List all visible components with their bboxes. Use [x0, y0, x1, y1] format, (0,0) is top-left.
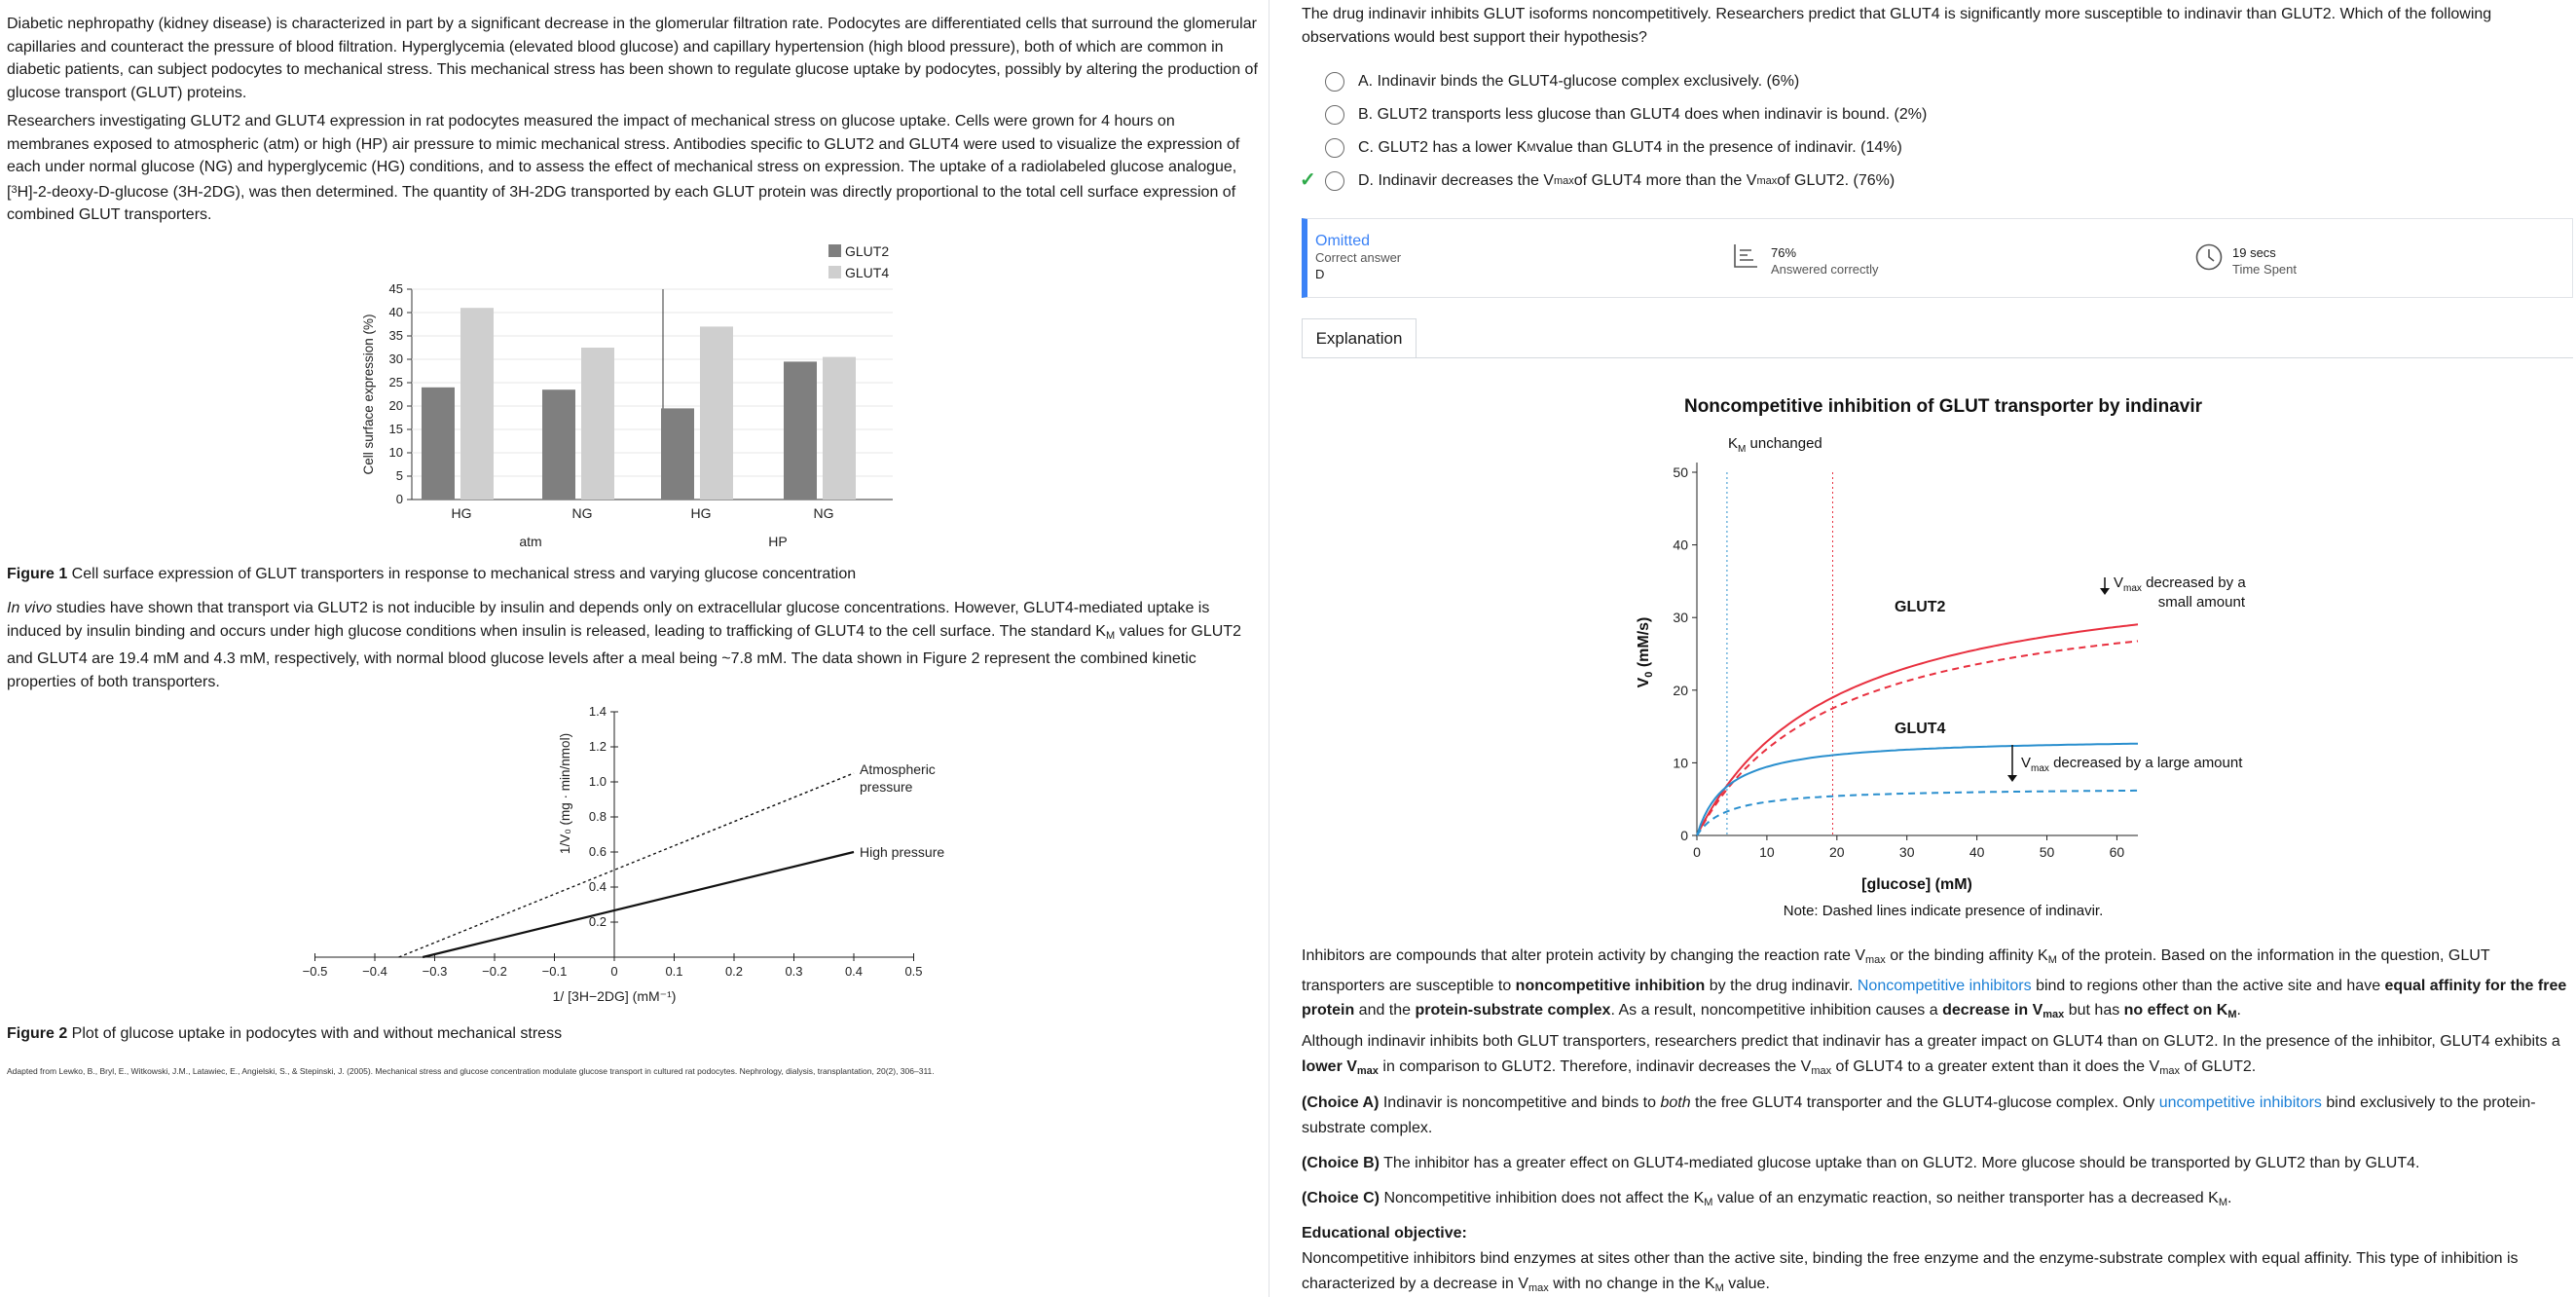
time-spent-stat: 19 secs Time Spent: [2232, 245, 2297, 277]
x-tick-label: 0.4: [844, 964, 864, 979]
chart-note: Note: Dashed lines indicate presence of indinavir.: [1783, 903, 2104, 919]
curve-glut4-indinavir: [1697, 791, 2138, 835]
bar-glut2: [542, 389, 575, 500]
figure-2-line-plot: [0, 696, 1270, 1018]
figure-1-caption: Figure 1 Cell surface expression of GLUT transporters in response to mechanical stress and varying glucose concentration: [7, 566, 857, 582]
vmax-small-label: $V_{max}$ decreased by a: [2114, 574, 2246, 594]
bar-glut4: [460, 308, 494, 500]
bar-glut2: [784, 361, 817, 500]
y-tick-label: 0.2: [588, 914, 607, 929]
glut2-label: GLUT2: [1895, 599, 1946, 615]
x-tick-label: −0.3: [422, 964, 448, 979]
x-axis-label: [glucose] (mM): [1861, 876, 1972, 893]
legend-label: GLUT4: [845, 265, 890, 280]
explanation-paragraph-2: Although indinavir inhibits both GLUT transporters, researchers predict that indinavir has a greater impact on GLUT4 than on GLUT2. In the presence of the inhibitor, GLUT4 exhibits a lower $V_{max}$ in comparison to GLUT2. Therefore, indinavir decreases the $V_{max}$ of GLUT4 to a greater extent than it does the $V_{max}$ of GLUT2.: [1302, 1033, 2560, 1077]
correct-check-icon: ✓: [1300, 169, 1316, 191]
y-tick-label: 15: [388, 422, 403, 436]
y-tick-label: 35: [388, 328, 403, 343]
legend-swatch: [828, 244, 841, 257]
passage-paragraph-3: In vivo studies have shown that transport via GLUT2 is not inducible by insulin and depends only on extracellular glucose concentrations. However, GLUT4-mediated uptake is induced by insulin binding and occurs under high glucose conditions when insulin is released, leading to trafficking of GLUT4 to the cell surface. The standard $K_M$ values for GLUT2 and GLUT4 are 19.4 mM and 4.3 mM, respectively, with normal blood glucose levels after a meal being ~7.8 mM. The data shown in Figure 2 represent the combined kinetic properties of both transporters.: [7, 600, 1241, 690]
choice-b[interactable]: B. GLUT2 transports less glucose than GLUT4 does when indinavir is bound. (2%): [1325, 102, 1927, 128]
bar-chart-icon: [1732, 242, 1759, 270]
x-tick-label: −0.4: [362, 964, 387, 979]
choice-d[interactable]: D. Indinavir decreases the V max of GLUT4 more than the V max of GLUT2. (76%): [1325, 168, 1895, 194]
x-tick-label: 10: [1759, 844, 1775, 860]
y-tick-label: 30: [1673, 610, 1688, 626]
explanation-chart: [1270, 380, 2576, 925]
noncompetitive-inhibitors-link[interactable]: Noncompetitive inhibitors: [1857, 977, 2032, 994]
y-tick-label: 10: [1673, 755, 1688, 771]
radio-a[interactable]: [1325, 72, 1344, 92]
y-tick-label: 0: [1680, 828, 1688, 843]
x-tick-label: 50: [2039, 844, 2055, 860]
series-label: Atmospheric: [860, 761, 936, 777]
y-tick-label: 1.0: [588, 774, 607, 789]
uncompetitive-inhibitors-link[interactable]: uncompetitive inhibitors: [2158, 1094, 2322, 1111]
group-label: atm: [519, 534, 542, 549]
question-stem: The drug indinavir inhibits GLUT isoforms noncompetitively. Researchers predict that GLUT4 is significantly more susceptible to indinavir than GLUT2. Which of the following observations would best support their hypothesis?: [1302, 6, 2492, 46]
x-tick-label: 0: [610, 964, 618, 979]
x-axis-label: 1/ [3H−2DG] (mM⁻¹): [552, 988, 677, 1004]
y-tick-label: 30: [388, 352, 403, 366]
choice-a[interactable]: A. Indinavir binds the GLUT4-glucose complex exclusively. (6%): [1325, 69, 1799, 94]
educational-objective-text: Noncompetitive inhibitors bind enzymes at sites other than the active site, binding the free enzyme and the enzyme-substrate complex with equal affinity. This type of inhibition is characterized by a decrease in $V_{max}$ with no change in the $K_M$ value.: [1302, 1250, 2519, 1294]
y-axis-label: 1/V₀ (mg · min/nmol): [558, 732, 572, 855]
legend-swatch: [828, 266, 841, 278]
x-tick-label: NG: [813, 505, 834, 521]
x-tick-label: 60: [2109, 844, 2125, 860]
y-axis-label: Cell surface expression (%): [361, 314, 376, 475]
series-label: pressure: [860, 779, 913, 795]
glut4-label: GLUT4: [1895, 721, 1946, 737]
y-axis-label: $V_0$ (mM/s): [1636, 616, 1655, 688]
bar-glut2: [422, 388, 455, 500]
radio-b[interactable]: [1325, 105, 1344, 125]
series-label: High pressure: [860, 844, 945, 860]
bar-glut4: [581, 348, 614, 500]
series-line: [423, 852, 854, 957]
series-line: [399, 773, 854, 957]
tab-divider: [1302, 357, 2573, 358]
x-tick-label: 0: [1693, 844, 1701, 860]
x-tick-label: NG: [571, 505, 593, 521]
explanation-paragraph-1: Inhibitors are compounds that alter protein activity by changing the reaction rate $V_{max}$ or the binding affinity $K_M$ of the protein. Based on the information in the question, GLUT transporters are susceptible to noncompetitive inhibition by the drug indinavir. Noncompetitive inhibitors bind to regions other than the active site and have equal affinity for the free protein and the protein-substrate complex. As a result, noncompetitive inhibition causes a decrease in $V_{max}$ but has no effect on $K_M$.: [1302, 947, 2567, 1020]
vmax-large-label: $V_{max}$ decreased by a large amount: [2021, 755, 2243, 774]
x-tick-label: 0.3: [785, 964, 803, 979]
x-tick-label: −0.2: [482, 964, 507, 979]
y-tick-label: 1.4: [588, 704, 607, 719]
x-tick-label: HG: [690, 505, 712, 521]
passage-panel: [0, 0, 1270, 1297]
question-panel: [1270, 0, 2576, 1297]
passage-paragraph-2: Researchers investigating GLUT2 and GLUT4 expression in rat podocytes measured the impact of mechanical stress on glucose uptake. Cells were grown for 4 hours on membranes exposed to atmospheric (atm) or high (HP) air pressure to mimic mechanical stress. Antibodies specific to GLUT2 and GLUT4 were used to visualize the expression of each under normal glucose (NG) and hyperglycemic (HG) conditions, and to assess the effect of mechanical stress on expression. The uptake of a radiolabeled glucose analogue, [$^3$H]-2-deoxy-D-glucose (3H-2DG), was then determined. The quantity of 3H-2DG transported by each GLUT protein was directly proportional to the total cell surface expression of combined GLUT transporters.: [7, 113, 1240, 223]
explanation-choice-c: (Choice C) Noncompetitive inhibition does not affect the $K_M$ value of an enzymatic reaction, so neither transporter has a decreased $K_M$.: [1302, 1190, 2232, 1208]
figure-1-bar-chart: [0, 234, 1270, 555]
passage-paragraph-1: Diabetic nephropathy (kidney disease) is characterized in part by a significant decrease in the glomerular filtration rate. Podocytes are differentiated cells that surround the glomerular capillaries and counteract the pressure of blood filtration. Hyperglycemia (elevated blood glucose) and capillary hypertension (high blood pressure), both of which are common in diabetic patients, can subject podocytes to mechanical stress. This mechanical stress has been shown to regulate glucose uptake by podocytes, possibly by altering the production of glucose transport (GLUT) proteins.: [7, 16, 1258, 101]
y-tick-label: 0: [395, 492, 403, 506]
explanation-choice-b: (Choice B) The inhibitor has a greater effect on GLUT4-mediated glucose uptake than on GLUT2. More glucose should be transported by GLUT2 than by GLUT4.: [1302, 1155, 2420, 1171]
y-tick-label: 0.8: [588, 809, 607, 824]
chart-title: Noncompetitive inhibition of GLUT transporter by indinavir: [1683, 396, 2203, 417]
y-tick-label: 50: [1673, 464, 1688, 480]
choice-c[interactable]: C. GLUT2 has a lower K M value than GLUT4 in the presence of indinavir. (14%): [1325, 135, 1902, 161]
y-tick-label: 45: [388, 281, 403, 296]
bar-glut4: [700, 326, 733, 500]
y-tick-label: 40: [1673, 537, 1688, 553]
x-tick-label: 40: [1969, 844, 1985, 860]
y-tick-label: 0.6: [588, 844, 607, 859]
y-tick-label: 40: [388, 305, 403, 319]
educational-objective-label: Educational objective:: [1302, 1225, 1467, 1241]
km-label: $K_M$ unchanged: [1728, 435, 1822, 455]
y-tick-label: 1.2: [588, 739, 607, 754]
explanation-choice-a: (Choice A) Indinavir is noncompetitive and binds to both the free GLUT4 transporter and the GLUT4-glucose complex. Only uncompetitive inhibitors bind exclusively to the protein-substrate complex.: [1302, 1094, 2536, 1136]
x-tick-label: 20: [1829, 844, 1845, 860]
y-tick-label: 5: [395, 468, 403, 483]
y-tick-label: 20: [1673, 682, 1688, 698]
radio-c[interactable]: [1325, 138, 1344, 158]
citation: Adapted from Lewko, B., Bryl, E., Witkowski, J.M., Latawiec, E., Angielski, S., & Stepinski, J. (2005). Mechanical stress and glucose concentration modulate glucose transport in cultured rat podocytes. Nephrology, dialysis, transplantation, 20(2), 306–311.: [7, 1066, 935, 1076]
x-tick-label: 30: [1898, 844, 1915, 860]
tab-explanation[interactable]: Explanation: [1302, 318, 1417, 358]
y-tick-label: 10: [388, 445, 403, 460]
group-label: HP: [768, 534, 788, 549]
clock-icon: [2194, 242, 2224, 272]
y-tick-label: 20: [388, 398, 403, 413]
radio-d[interactable]: [1325, 171, 1344, 191]
bar-glut2: [661, 408, 694, 500]
arrow-head: [2007, 775, 2017, 782]
x-tick-label: 0.2: [724, 964, 744, 979]
y-tick-label: 0.4: [588, 879, 607, 894]
arrow-head: [2100, 588, 2110, 595]
x-tick-label: −0.1: [541, 964, 568, 979]
bar-glut4: [823, 357, 856, 500]
x-tick-label: 0.5: [904, 964, 923, 979]
x-tick-label: HG: [451, 505, 472, 521]
y-tick-label: 25: [388, 375, 403, 389]
x-tick-label: 0.1: [665, 964, 683, 979]
curve-glut2-indinavir: [1697, 641, 2138, 835]
percent-correct-stat: 76% Answered correctly: [1771, 245, 1879, 277]
answer-stats-bar: [1302, 218, 2573, 298]
omitted-stat: Omitted Correct answer D: [1315, 233, 1402, 281]
figure-2-caption: Figure 2 Plot of glucose uptake in podocytes with and without mechanical stress: [7, 1025, 563, 1042]
legend-label: GLUT2: [845, 243, 890, 259]
x-tick-label: −0.5: [302, 964, 328, 979]
vmax-small-label-2: small amount: [2157, 594, 2245, 611]
